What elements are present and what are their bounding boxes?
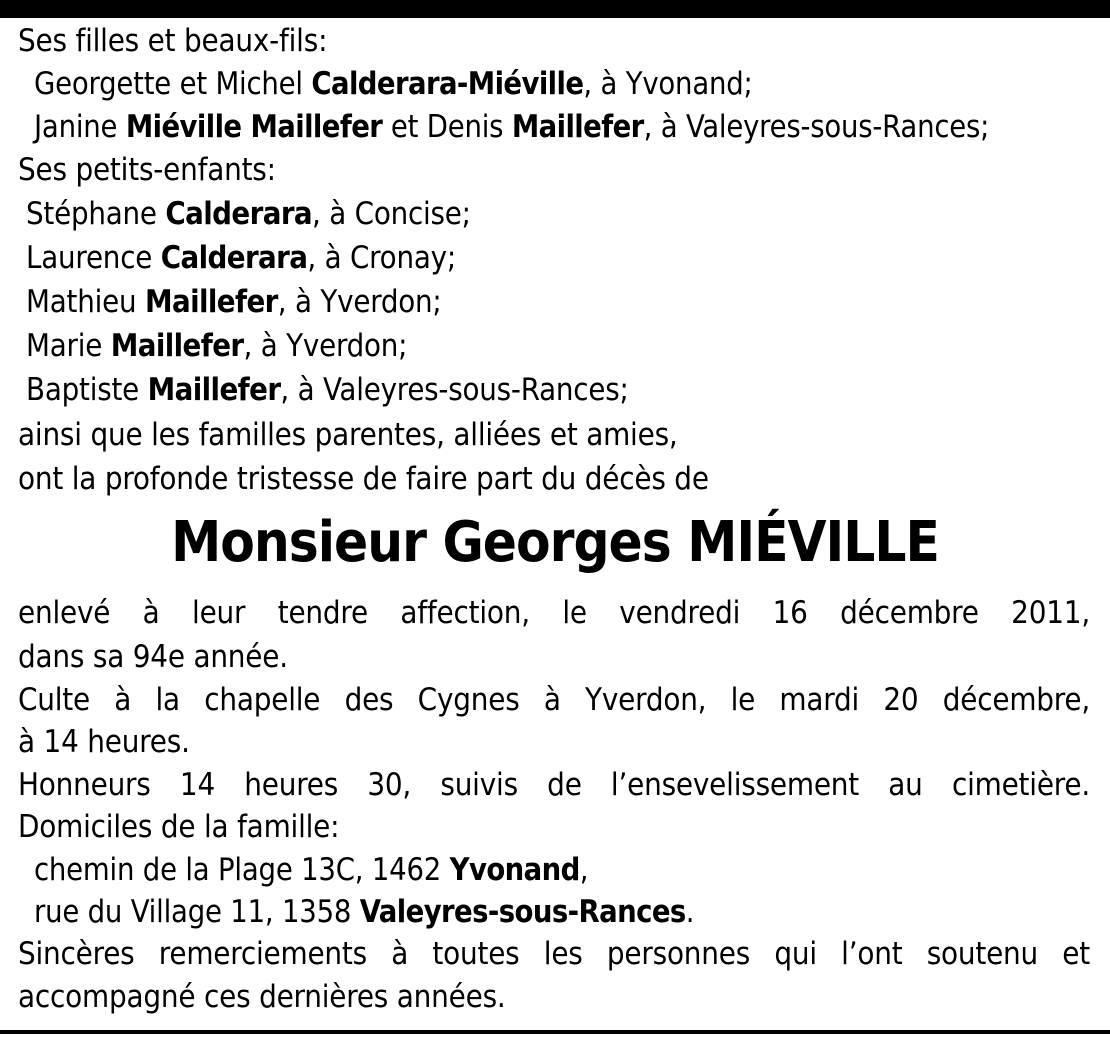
service-time-line: à 14 heures. <box>18 724 190 760</box>
place: , à Concise; <box>312 196 471 232</box>
given-name: et Denis <box>382 109 512 145</box>
grandchildren-heading: Ses petits-enfants: <box>18 152 276 188</box>
place: , à Yvonand; <box>583 66 753 102</box>
punctuation: . <box>685 894 695 930</box>
place: , à Valeyres-sous-Rances; <box>643 109 990 145</box>
age-line: dans sa 94e année. <box>18 639 288 675</box>
service-line: Culte à la chapelle des Cygnes à Yverdon, le mardi 20 décembre, <box>18 682 1090 718</box>
place: , à Cronay; <box>307 240 456 276</box>
residence-yvonand <box>34 849 1092 891</box>
grandchild-marie <box>26 325 1092 367</box>
residence-valeyres <box>34 891 1092 933</box>
family-name: Maillefer <box>511 109 644 145</box>
family-name: Calderara-Miéville <box>311 66 584 102</box>
place: , à Yverdon; <box>277 284 442 320</box>
top-rule <box>0 0 1110 18</box>
given-name: Janine <box>34 109 126 145</box>
family-name: Calderara <box>160 240 308 276</box>
daughters-heading: Ses filles et beaux-fils: <box>18 23 328 59</box>
given-name: Mathieu <box>26 284 145 320</box>
death-date-line: enlevé à leur tendre affection, le vendredi 16 décembre 2011, <box>18 595 1090 631</box>
family-line-mieville-maillefer <box>34 106 1092 148</box>
grandchild-laurence <box>26 237 1092 279</box>
family-name: Maillefer <box>144 284 278 320</box>
family-name: Calderara <box>165 196 313 232</box>
given-name: Stéphane <box>26 196 166 232</box>
given-name: Laurence <box>26 240 161 276</box>
thanks-line-end: accompagné ces dernières années. <box>18 979 506 1015</box>
honours-line: Honneurs 14 heures 30, suivis de l’ensevelissement au cimetière. <box>18 767 1090 803</box>
deceased-name: Monsieur Georges MIÉVILLE <box>171 510 939 575</box>
grandchild-stephane <box>26 193 1092 235</box>
family-name: Maillefer <box>147 372 281 408</box>
family-name: Maillefer <box>110 328 244 364</box>
street-address: chemin de la Plage 13C, 1462 <box>34 852 450 888</box>
place: , à Yverdon; <box>243 328 408 364</box>
town: Yvonand <box>449 852 580 888</box>
given-name: Marie <box>26 328 111 364</box>
grandchild-mathieu <box>26 281 1092 323</box>
family-line-calderara-mieville <box>34 63 1092 105</box>
street-address: rue du Village 11, 1358 <box>34 894 360 930</box>
grandchild-baptiste <box>26 369 1092 411</box>
bottom-rule <box>0 1030 1110 1034</box>
family-name: Miéville Maillefer <box>125 109 383 145</box>
town: Valeyres-sous-Rances <box>359 894 686 930</box>
place: , à Valeyres-sous-Rances; <box>280 372 629 408</box>
given-names: Georgette et Michel <box>34 66 312 102</box>
given-name: Baptiste <box>26 372 148 408</box>
announcement-line: ont la profonde tristesse de faire part du décès de <box>18 461 709 497</box>
extended-family-line: ainsi que les familles parentes, alliées et amies, <box>18 417 678 453</box>
punctuation: , <box>579 852 589 888</box>
residences-heading: Domiciles de la famille: <box>18 809 340 845</box>
thanks-line: Sincères remerciements à toutes les personnes qui l’ont soutenu et <box>18 936 1090 972</box>
